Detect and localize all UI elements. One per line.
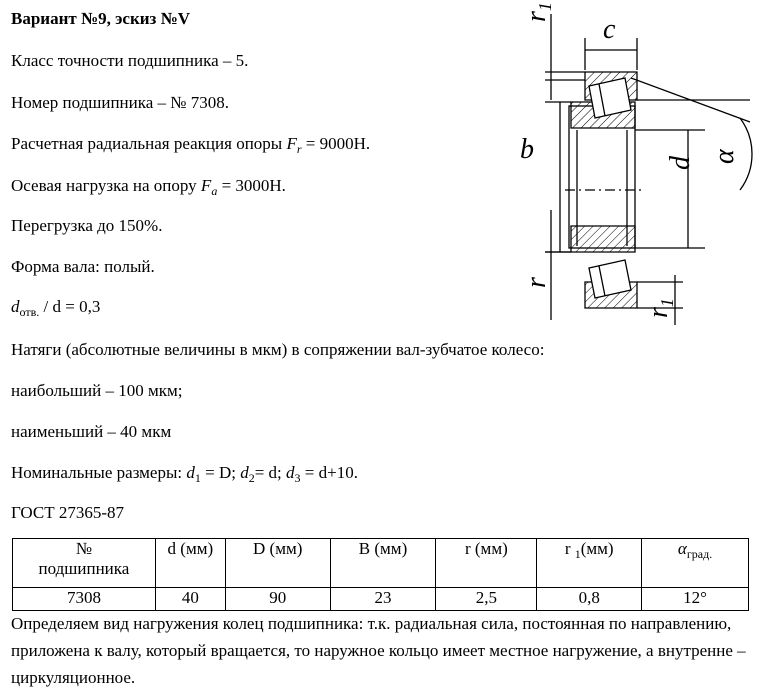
radial-force-value: = 9000Н.	[301, 134, 371, 153]
d3-subscript: 3	[294, 471, 301, 485]
radial-force-symbol: F	[286, 134, 297, 153]
axial-force-value: = 3000Н.	[217, 176, 286, 195]
tapered-bearing-sketch	[505, 0, 757, 335]
d2-symbol: d	[240, 463, 249, 482]
d1-subscript: 1	[194, 471, 201, 485]
hole-diameter-symbol: d	[11, 297, 20, 316]
header-alpha: $\alpha_{град.}$	[642, 539, 749, 588]
label-r: r	[521, 277, 552, 288]
radial-reaction-label: Расчетная радиальная реакция опоры	[11, 134, 287, 153]
loading-paragraph: Определяем вид нагружения колец подшипника: т.к. радиальная сила, постоянная по направлению, приложена к валу, который вращается, то наружное кольцо имеет местное нагружение, а внутренне – циркуляционное.	[11, 614, 746, 687]
min-interference-line: наименьший – 40 мкм	[11, 422, 172, 441]
hole-ratio-line	[11, 297, 100, 317]
label-c: c	[603, 14, 616, 45]
d3-value: = d+10.	[300, 463, 358, 482]
shaft-form-line: Форма вала: полый.	[11, 257, 155, 276]
alpha-arc	[740, 118, 752, 190]
d2-value: = d;	[254, 463, 287, 482]
d1-value: = D;	[200, 463, 241, 482]
axial-force-symbol: F	[200, 176, 212, 195]
gost-line: ГОСТ 27365-87	[11, 503, 125, 522]
table-row	[13, 588, 749, 611]
header-bearing-no: № подшипника	[13, 539, 156, 588]
label-r1-top: $r_1$	[521, 2, 555, 22]
header-r: r (мм)	[436, 539, 537, 588]
cell-r: 2,5	[436, 588, 537, 611]
header-d: d (мм)	[155, 539, 225, 588]
cell-r1: 0,8	[537, 588, 642, 611]
bearing-spec-table	[12, 538, 749, 611]
axial-load-label: Осевая нагрузка на опору	[11, 176, 201, 195]
inner-ring-bottom	[571, 226, 635, 252]
cell-alpha: 12°	[642, 588, 749, 611]
accuracy-class-line: Класс точности подшипника – 5.	[11, 51, 249, 70]
bearing-number-line: Номер подшипника – № 7308.	[11, 93, 230, 112]
table-header-row	[13, 539, 749, 588]
cell-bearing-no: 7308	[13, 588, 156, 611]
cell-d: 40	[155, 588, 225, 611]
label-d: d	[665, 156, 696, 170]
header-B: B (мм)	[330, 539, 436, 588]
d3-symbol: d	[286, 463, 295, 482]
overload-line: Перегрузка до 150%.	[11, 216, 163, 235]
axial-force-subscript: a	[211, 184, 218, 198]
d1-symbol: d	[186, 463, 195, 482]
label-b: b	[520, 134, 534, 165]
header-D: D (мм)	[225, 539, 330, 588]
max-interference-line: наибольший – 100 мкм;	[11, 381, 183, 400]
cell-B: 23	[330, 588, 436, 611]
radial-reaction-line	[11, 134, 370, 154]
nominal-sizes-label: Номинальные размеры:	[11, 463, 187, 482]
d2-subscript: 2	[248, 471, 255, 485]
header-r1: r $_1$(мм)	[537, 539, 642, 588]
radial-force-subscript: r	[296, 142, 302, 156]
hole-diameter-subscript: отв.	[19, 305, 40, 319]
interference-line: Натяги (абсолютные величины в мкм) в сопряжении вал-зубчатое колесо:	[11, 340, 545, 359]
label-r1-bottom: $r_1$	[643, 298, 677, 318]
roller-top	[589, 78, 631, 118]
cell-D: 90	[225, 588, 330, 611]
page-title: Вариант №9, эскиз №V	[11, 9, 190, 28]
hole-ratio-value: / d = 0,3	[39, 297, 101, 316]
label-alpha: α	[709, 149, 740, 164]
axial-load-line	[11, 176, 286, 196]
nominal-sizes-line	[11, 463, 358, 483]
